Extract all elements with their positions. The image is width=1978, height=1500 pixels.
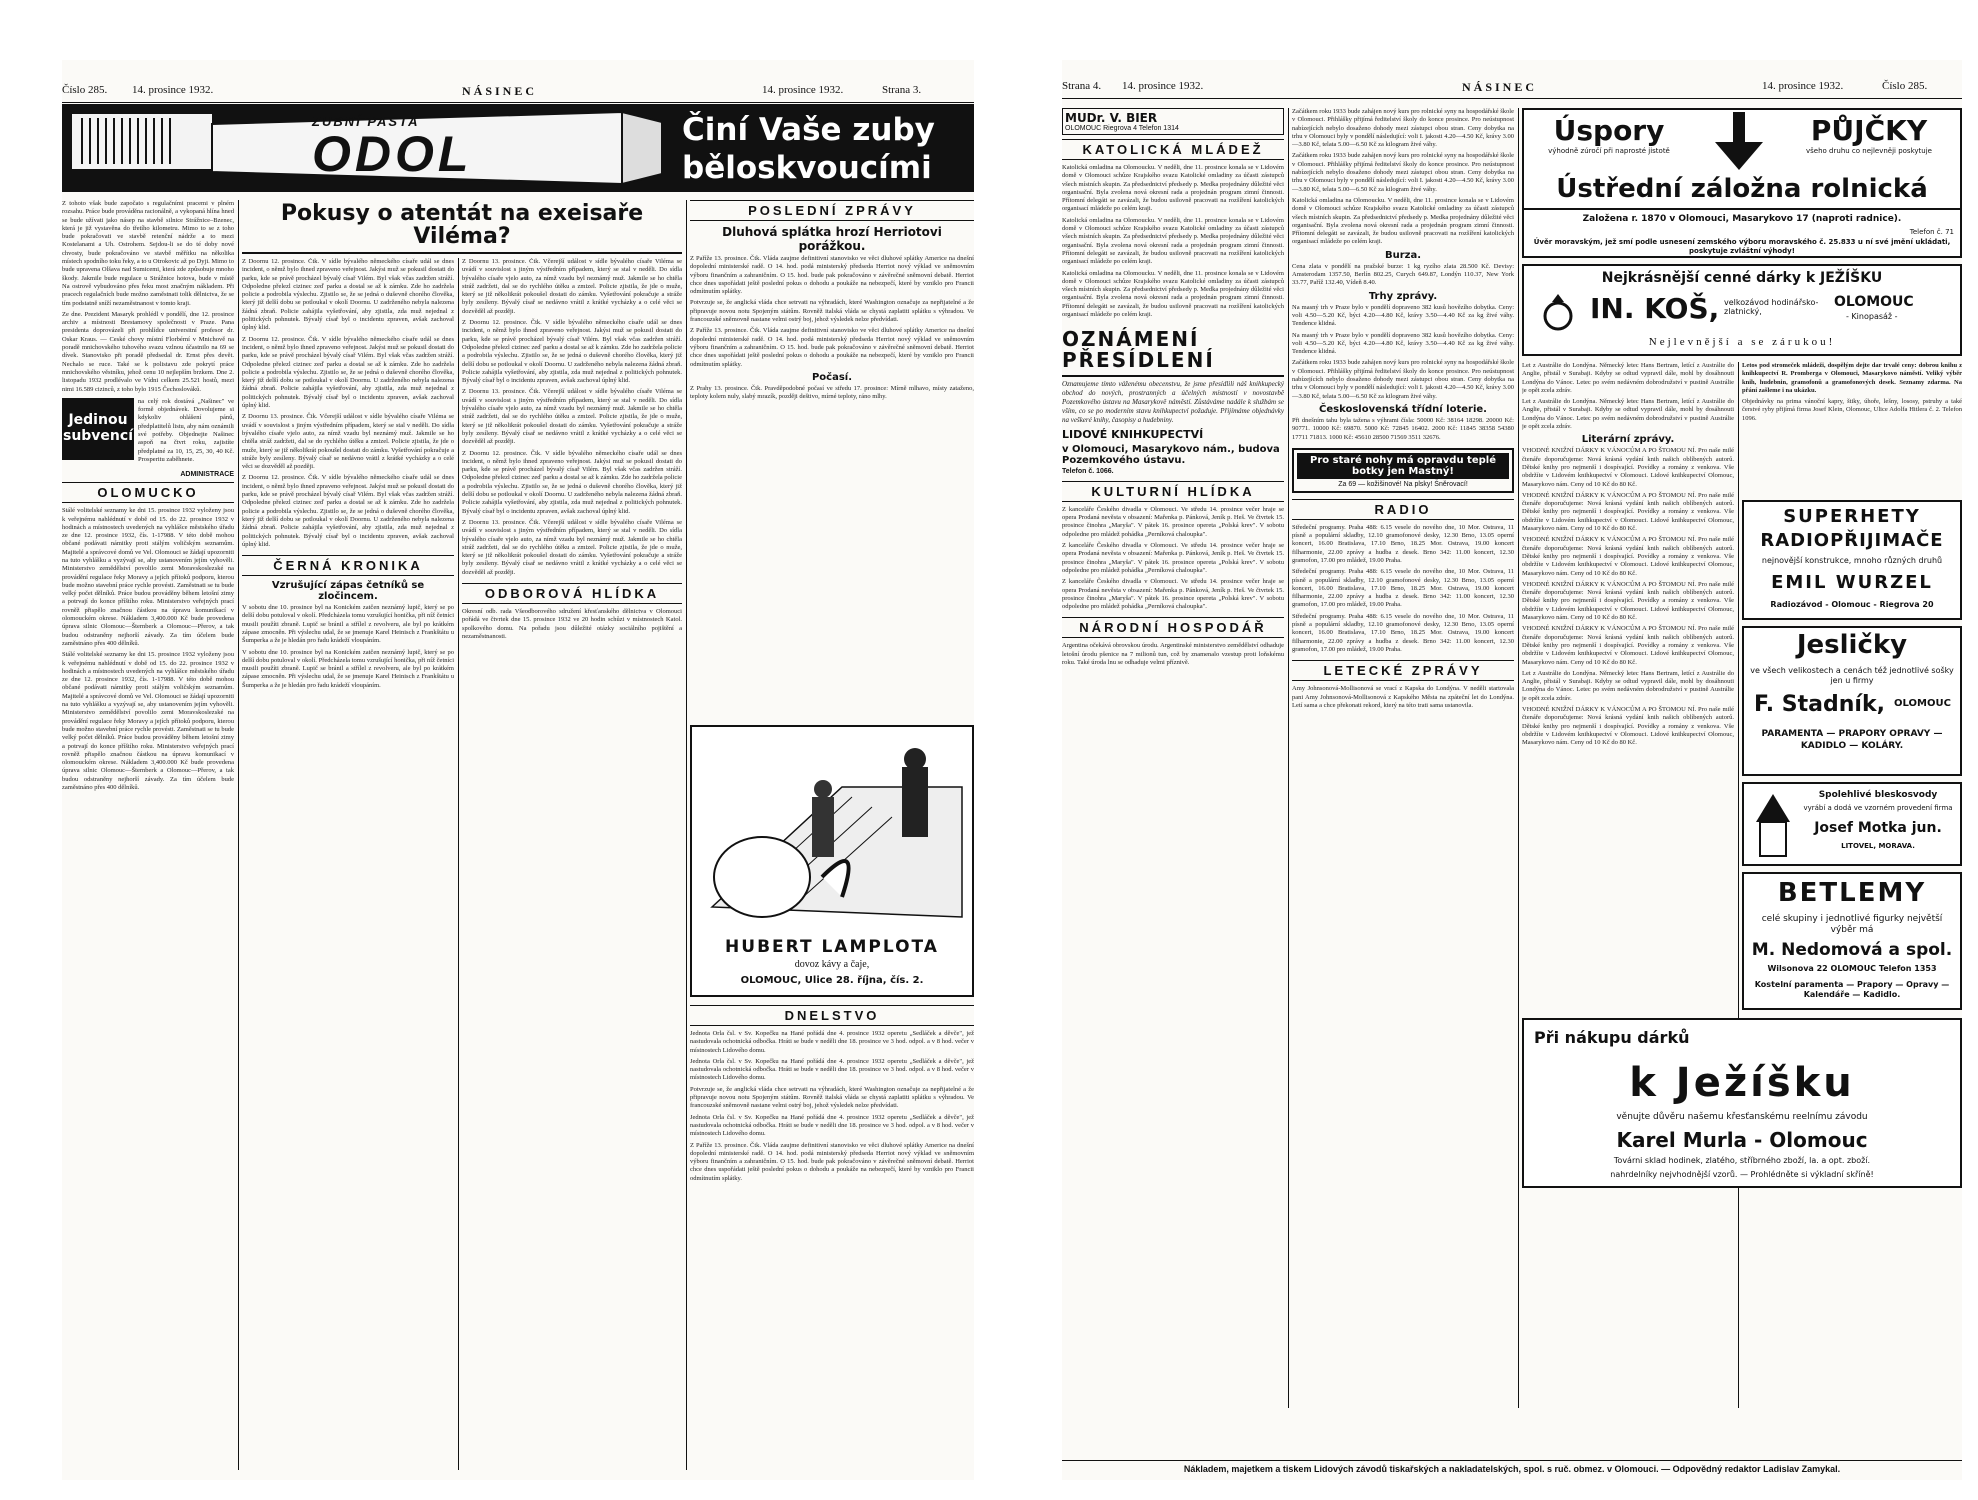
atentat-article-col3-c: Z Doornu 13. prosince. Čtk. Včerejší událost v sídle bývalého císaře Viléma se uvádí v souvislost s jiným výstředním případem, který se stal v neděli. Do sídla bývalého císaře vjelo auto, za nímž vzadu byl neznámý muž. Jakmile se ho chtěla stráž zadržeti, dal se do rychlého útěku a zmizel. Policie zjistila, že jde o muže, který se již několikrát pokoušel dostati do zámku. Vyšetřování pokračuje a stráže byly zesíleny. Bývalý císař se nedávno vrátil z krátké vycházky a o celé věci se dozvěděl až později. xyxy=(462,388,682,446)
stadnik-name: F. Stadník, xyxy=(1754,692,1885,717)
odborova-hlidka-article: Okresní odb. rada Všeodborového sdružení křesťanského dělnictva v Olomouci pořádá ve čtvrtek dne 15. prosince 1932 ve 20 hodin schůzi v místnostech Katol. spolkového domu. Na pořadu jsou důležité otázky sociálního pojištění a nezaměstnanosti. xyxy=(462,607,682,640)
betlemy-text: celé skupiny i jednotlivé figurky největší výběr má xyxy=(1761,914,1943,935)
katolicka-article-2: Katolická omladina na Olomoucku. V neděli, dne 11. prosince konala se v Lidovém domě v Olomouci schůze Krajského svazu Katolické omladiny za účasti zástupců všech místních skupin. Za předsednictví předsedy p. Medka projednány důležité věci organisační. Byla zvolena nová okresní rada a projednán program zimní činnosti. Přítomní delegáti se zavázali, že budou usilovně pracovati na rozšíření katolických organisací mládeže po celém kraji. xyxy=(1062,216,1284,266)
running-head-right xyxy=(1062,78,1962,99)
let-australie-article: Let z Austrálie do Londýna. Německý letec Hans Bertram, letící z Austrálie do Anglie, přistál v Surabaji. Kdyby se odtud vypravil dále, mohl by dosáhnouti Londýna do Vánoc. Letec po svém nedávném dobrodružství v pustině Austrálie je opět zcela zdráv. xyxy=(1522,362,1734,394)
mastny-ad xyxy=(1292,448,1514,493)
lamplota-line: dovoz kávy a čaje, xyxy=(794,959,870,970)
page-number: Strana 3. xyxy=(882,84,922,96)
atentat-article: Z Doornu 12. prosince. Čtk. V sídle bývalého německého císaře udál se dnes incident, o němž bylo ihned zpraveno veřejnost. Jakýsi muž se pokusil dostati do parku, kde se právě procházel bývalý císař Vilém. Byl však včas zadržen stráží. Odpoledne přelezl cizinec zeď parku a dostal se až k zámku. Zde ho zadržela policie a podrobila výslechu. Zjistilo se, že se jedná o duševně chorého člověka, který již delší dobu se potloukal v okolí Doornu. U zadrženého nebyla nalezena žádná zbraň. Policie zahájila vyšetřování, aby zjistila, zda muž nejednal z politických pohnutek. Bývalý císař byl o incidentu zpraven, avšak zachoval úplný klid. xyxy=(242,258,454,332)
stadnik-ad xyxy=(1742,626,1962,776)
odol-banner-ad xyxy=(62,104,974,192)
odol-brand: ODOL xyxy=(312,126,473,182)
odborova-hlidka-heading: ODBOROVÁ HLÍDKA xyxy=(462,583,682,604)
jeslicky-title: Jesličky xyxy=(1796,630,1908,660)
literarni-zpravy-heading: Literární zprávy. xyxy=(1581,434,1675,446)
motka-top: Spolehlivé bleskosvody xyxy=(1818,790,1938,800)
klein-notice: Objednávky na prima vánoční kapry, štiky, úhoře, lešny, lososy, pstruhy a také čerstvé ryby přijímá firma Josef Klein, Olomouc, Ulice Adolfa Hitlera č. 2. Telefon 1096. xyxy=(1742,398,1962,422)
trhy-heading: Trhy zprávy. xyxy=(1368,290,1438,302)
kos-desc: velkozávod hodinářsko-zlatnický, xyxy=(1724,298,1819,316)
literarni-zpravy-article-5: VHODNÉ KNIŽNÍ DÁRKY K VÁNOCŮM A PO ŠTOMOU NÍ. Pro naše milé čtenáře doporučujeme: Nová krásná vydání knih našich oblíbených autorů. Dětské knihy pro nejmenší i dospívající. Povídky a romány z venkova. Vše obdržíte v Lidovém knihkupectví v Olomouci. Lidové knihkupectví Olomouc, Masarykovo nám. Ceny od 10 Kč do 80 Kč. xyxy=(1522,625,1734,666)
kos-sub: - Kinopasáž - xyxy=(1846,312,1898,321)
subsidy-text: na celý rok dostává „Našinec" ve formě objednávek. Dovolujeme si kdykoliv ohlášení pánů, předplatitelů listu, aby nám oznámili své potřeby. Objednejte Našinec aspoň na čtvrt roku, zajistíte předplatné za 10, 15, 25, 30, 40 Kč. Prosperitu zaběhnete. xyxy=(138,397,234,463)
loterie-heading: Československá třídní loterie. xyxy=(1319,403,1487,415)
lidove-knihkupectvi-line: v Olomouci, Masarykovo nám., budova Pozemkového ústavu. xyxy=(1062,443,1280,466)
kos-top: Nejkrásnější cenné dárky k JEŽÍŠKU xyxy=(1601,270,1883,286)
church-icon xyxy=(1750,792,1796,862)
column-rule xyxy=(238,200,239,1470)
pujcky-title: PŮJČKY xyxy=(1810,114,1928,147)
headline-rule xyxy=(242,252,682,254)
radio-heading: RADIO xyxy=(1292,499,1514,520)
motka-ad xyxy=(1742,782,1962,866)
loterie-numbers: Při dnešním tahu byla tažena s výhrami čísla: 50000 Kč: 38164 18298. 20000 Kč: 90771. 10000 Kč: 69870. 5000 Kč: 72845 16402. 2000 Kč: 11845 38358 54380 17711 71813. 1000 Kč: 45610 28500 71569 3511 32676. xyxy=(1292,416,1514,441)
radioprijimace-title: RADIOPŘIJIMAČE xyxy=(1760,530,1944,551)
column-rule xyxy=(686,200,687,1470)
trhy-article-2: Na masný trh v Praze bylo v pondělí dopraveno 382 kusů hovězího dobytka. Ceny: voli 4.50—5.20 Kč, býci 4.20—4.80 Kč, krávy 3.50—4.40 Kč za kg živé váhy. Tendence klidná. xyxy=(1292,331,1514,356)
lidove-knihkupectvi-name: LIDOVÉ KNIHKUPECTVÍ xyxy=(1062,427,1204,441)
bier-line: OLOMOUC Riegrova 4 Telefon 1314 xyxy=(1065,125,1179,132)
pujcky-sub: všeho druhu co nejlevněji poskytuje xyxy=(1806,147,1932,155)
article-regulation: Z tohoto však bude započato s regulačními pracemi v plném rozsahu. Práce bude prováděna racionálně, a vykopaná hlína hned se bude užívati jako násep na stavbě silnice Strážnice–Bzenec, která je již vystavěna do třetího kilometru. Mimo to se z toho bude pokračovati ve stavbě retenční nádrže a to mezi Kostelanami a Uh. Ostrohem. Sejdou-li se do té doby nové chvosty, bude pokračováno ve stavbě měřítku na několika místech spodního toku řeky, a to u Otrokovic až po Dyji. Mimo to bude upravena Olšava nad Sumicemi, která zde způsobuje mnoho škody. Jakmile bude regulace u Strážnice hotova, bude v místě Na ostrově vybudováno přes řeku most značným nákladem. Při pracech regulačních bude možno zaměstnati tolik dělnictva, že se tím podstatně sníží nezaměstnanost v tomto kraji. xyxy=(62,200,234,307)
left-column-4 xyxy=(690,200,974,720)
atentat-article-cont-3: Z Doornu 12. prosince. Čtk. V sídle bývalého německého císaře udál se dnes incident, o němž bylo ihned zpraveno veřejnost. Jakýsi muž se pokusil dostati do parku, kde se právě procházel bývalý císař Vilém. Byl však včas zadržen stráží. Odpoledne přelezl cizinec zeď parku a dostal se až k zámku. Zde ho zadržela policie a podrobila výslechu. Zjistilo se, že se jedná o duševně chorého člověka, který již delší dobu se potloukal v okolí Doornu. U zadrženého nebyla nalezena žádná zbraň. Policie zahájila vyšetřování, aby zjistila, zda muž nejednal z politických pohnutek. Bývalý císař byl o incidentu zpraven, avšak zachoval úplný klid. xyxy=(242,474,454,548)
odol-slogan-1: Činí Vaše zuby xyxy=(682,112,935,148)
burza-heading: Burza. xyxy=(1384,249,1422,261)
page-number-right: Strana 4. xyxy=(1062,80,1102,92)
cerna-kronika-headline: Vzrušující zápas četníků se zločincem. xyxy=(271,580,425,603)
odol-brand-top: ZUBNÍ PASTA xyxy=(312,114,420,129)
right-column-2 xyxy=(1292,108,1514,1408)
jeslicky-text: ve všech velikostech a cenách též jednotlivé sošky jen u firmy xyxy=(1750,666,1954,685)
murla-name: Karel Murla - Olomouc xyxy=(1616,1128,1868,1152)
cerna-kronika-article: V sobotu dne 10. prosince byl na Konickém zatčen neznámý lupič, který se po delší dobu potuloval v okolí. Předcházela tomu vzrušující honička, při níž četníci musili použíti zbraně. Lupič se bránil a střílel z revolveru, ale byl po krátkém zápase zmocněn. Při výslechu udal, že se jmenuje Karel Heinisch z Frankštátu u Šumperka a že je hledán pro řadu krádeží vloupáním. xyxy=(242,604,454,645)
issue-date-right: 14. prosince 1932. xyxy=(1122,80,1204,92)
paper-title: NÁSINEC xyxy=(462,84,538,98)
pocasi-heading: Počasí. xyxy=(811,371,853,383)
oznameni-heading: OZNÁMENÍ PŘESÍDLENÍ xyxy=(1062,327,1215,373)
olomucko-heading: OLOMUCKO xyxy=(62,482,234,503)
burza-article: Cena zlata v pondělí na pražské burze: 1 kg ryzího zlata 28.500 Kč. Devisy: Amsterodam 1357.50, Berlín 802.25, Curych 649.87, Londýn 110.37, New York 33.77, Paříž 132.40, Vídeň 8.40. xyxy=(1292,262,1514,287)
literarni-zpravy-article-3: VHODNÉ KNIŽNÍ DÁRKY K VÁNOCŮM A PO ŠTOMOU NÍ. Pro naše milé čtenáře doporučujeme: Nová krásná vydání knih našich oblíbených autorů. Dětské knihy pro nejmenší i dospívající. Povídky a romány z venkova. Vše obdržíte v Lidovém knihkupectví v Olomouci. Lidové knihkupectví Olomouc, Masarykovo nám. Ceny od 10 Kč do 80 Kč. xyxy=(1522,536,1734,577)
kos-ad xyxy=(1522,264,1962,356)
olomucko-article: Stálé volitelské seznamy ke dni 15. prosince 1932 vyloženy jsou k veřejnému nahlédnutí v době od 15. do 22. prosince 1932 v hodinách a místnostech uvedených na vyhlášce městského úřadu ze dne 12. prosince 1932, čís. 1-17988. V této době mohou občané podávati námitky proti stálým voličským seznamům. Majitelé a správcové domů ve Vel. Olomouci se žádají upozorniti na tuto vyhlášku a vyzývají se, aby ustanovením jejím vyhověli. Ministerstvo zemědělství povolilo zemi Moravskoslezské na provádění regulace řeky Moravy a jejích přítoků podporu, kterou bude možno stavební práce rychle provésti. Zaměstnati se tu bude velký počet dělníků. Práce budou prováděny během letošní zimy a potrvají do konce příštího roku. Ministerstvo veřejných prací rovněž přispělo značnou částkou na úpravu komunikací v olomouckém okrese. Nákladem 3,400.000 Kč bude provedena úprava silnic Olomouc—Šternberk a Olomouc—Přerov, a tak budou odstraněny nejhorší závady. Za tím účelem bude zaměstnáno přes 400 dělníků. xyxy=(62,507,234,647)
subsidy-signature: ADMINISTRACE xyxy=(180,471,234,479)
oznameni-rule xyxy=(1062,375,1284,377)
mastny-ad-headline: Pro staré nohy má opravdu teplé botky jen Mastný! xyxy=(1297,453,1509,479)
issue-date-2: 14. prosince 1932. xyxy=(762,84,844,96)
mastny-ad-line: Za 69 — kožišinové! Na plsky! Šněrovací! xyxy=(1338,480,1468,488)
murla-top: Při nákupu dárků xyxy=(1534,1028,1690,1047)
murla-line: věnujte důvěru našemu křesťanskému reelnímu závodu xyxy=(1616,1112,1868,1122)
dnelstvo-article-4: Jednota Orla čsl. v Sv. Kopečku na Hané pořádá dne 4. prosince 1932 operetu „Sedláček a děvče", jež nastudovala ochotnická odbočka. Hráti se bude v neděli dne 18. prosince ve 3 hod. odpol. a v 8 hod. večer v místnostech Lidového domu. xyxy=(690,1113,974,1138)
posledni-zpravy-headline: Dluhová splátka hrozí Herriotovi porážkou. xyxy=(722,225,942,253)
literarni-zpravy-article-4: VHODNÉ KNIŽNÍ DÁRKY K VÁNOCŮM A PO ŠTOMOU NÍ. Pro naše milé čtenáře doporučujeme: Nová krásná vydání knih našich oblíbených autorů. Dětské knihy pro nejmenší i dospívající. Povídky a romány z venkova. Vše obdržíte v Lidovém knihkupectví v Olomouci. Lidové knihkupectví Olomouc, Masarykovo nám. Ceny od 10 Kč do 80 Kč. xyxy=(1522,580,1734,622)
motka-name: Josef Motka jun. xyxy=(1814,820,1942,836)
atentat-article-cont-2: Z Doornu 13. prosince. Čtk. Včerejší událost v sídle bývalého císaře Viléma se uvádí v souvislost s jiným výstředním případem, který se stal v neděli. Do sídla bývalého císaře vjelo auto, za nímž vzadu byl neznámý muž. Jakmile se ho chtěla stráž zadržeti, dal se do rychlého útěku a zmizel. Policie zjistila, že jde o muže, který se již několikrát pokoušel dostati do zámku. Vyšetřování pokračuje a stráže byly zesíleny. Bývalý císař se nedávno vrátil z krátké vycházky a o celé věci se dozvěděl až později. xyxy=(242,413,454,471)
nedomova-list: Kostelní paramenta — Prapory — Opravy — Kalendáře — Kadidlo. xyxy=(1754,980,1950,999)
kos-name: IN. KOŠ, xyxy=(1590,292,1720,325)
narodni-hospodar-heading: NÁRODNÍ HOSPODÁŘ xyxy=(1062,617,1284,638)
paper-title-right: NÁSINEC xyxy=(1462,80,1538,94)
atentat-article-col3-b: Z Doornu 12. prosince. Čtk. V sídle bývalého německého císaře udál se dnes incident, o němž bylo ihned zpraveno veřejnost. Jakýsi muž se pokusil dostati do parku, kde se právě procházel bývalý císař Vilém. Byl však včas zadržen stráží. Odpoledne přelezl cizinec zeď parku a dostal se až k zámku. Zde ho zadržela policie a podrobila výslechu. Zjistilo se, že se jedná o duševně chorého člověka, který již delší dobu se potloukal v okolí Doornu. U zadrženého nebyla nalezena žádná zbraň. Policie zahájila vyšetřování, aby zjistila, zda muž nejednal z politických pohnutek. Bývalý císař byl o incidentu zpraven, avšak zachoval úplný klid. xyxy=(462,319,682,385)
let-australie-article-2: Let z Austrálie do Londýna. Německý letec Hans Bertram, letící z Austrálie do Anglie, přistál v Surabaji. Kdyby se odtud vypravil dále, mohl by dosáhnouti Londýna do Vánoc. Letec po svém nedávném dobrodružství v pustině Austrálie je opět zcela zdráv. xyxy=(1522,398,1734,431)
kulturni-hlidka-article-3: Z kanceláře Českého divadla v Olomouci. Ve středu 14. prosince večer hraje se opera Prodaná nevěsta v obsazení: Mařenka p. Pánková, Jeník p. Heš. Ve čtvrtek 15. prosince činohra „Maryša". V pátek 16. prosince opereta „Polská krev". V sobotu odpoledne pro mládež pohádka „Perníková chaloupka". xyxy=(1062,578,1284,611)
katolicka-article: Katolická omladina na Olomoucku. V neděli, dne 11. prosince konala se v Lidovém domě v Olomouci schůze Krajského svazu Katolické omladiny za účasti zástupců všech místních skupin. Za předsednictví předsedy p. Medka projednány důležité věci organisační. Byla zvolena nová okresní rada a projednán program zimní činnosti. Přítomní delegáti se zavázali, že budou usilovně pracovati na rozšíření katolických organisací mládeže po celém kraji. xyxy=(1062,164,1284,213)
article-president: Ze dne. Prezident Masaryk prohlédl v pondělí, dne 12. prosince archiv a místnosti Brestamovy společnosti v Praze. Pana presidenta doprovázeli při prohlídce universitní profesor dr. Oskar Kraus. — Ceské chovy místní Florbérní v Mnichově na poradě mnichovského tuhového svazu vzlnou účastnilo na 69 se dívek. Stanovisko při poradě předsedal dr. Ernst přes devět. Nechalo se ruce. Také se k polistavu zde pokrytí práce mnichovského věstníku, jehož cenu 10 nejlepším brzkem. Dne 2. listopadu 1932 prodlévalo ve Vídni celkem 25.521 hostů, mezi nimi 16.589 cizinců, z toho bylo 1915 Čechoslováků. xyxy=(62,310,234,393)
right-column-3 xyxy=(1522,362,1734,1408)
cerna-kronika-article-cont: V sobotu dne 10. prosince byl na Konickém zatčen neznámý lupič, který se po delší dobu potuloval v okolí. Předcházela tomu vzrušující honička, při níž četníci musili použíti zbraně. Lupič se bránil a střílel z revolveru, ale byl po krátkém zápase zmocněn. Při výslechu udal, že se jmenuje Karel Heinisch z Frankštátu u Šumperka a že je hledán pro řadu krádeží vloupáním. xyxy=(242,648,454,689)
superhety-text: nejnovější konstrukce, mnoho různých druhů xyxy=(1761,556,1943,565)
subsidy-box: Jedinou subvencí xyxy=(62,398,134,460)
column-rule xyxy=(1288,108,1289,1408)
posledni-zpravy-article-2: Potvrzuje se, že anglická vláda chce setrvati na výhradách, které Washington označuje za nepřijatelné a že připravuje novou notu Spojeným státům. Rovněž italská vláda se chystá zaplatiti splátku s výhradou. Ve francouzské sněmovně nastane velmi ostrý boj, jehož výsledek nelze předvídati. xyxy=(690,299,974,324)
letecke-zpravy-heading: LETECKÉ ZPRÁVY xyxy=(1292,660,1514,681)
motka-text: vyrábí a dodá ve vzorném provedení firma xyxy=(1803,804,1953,812)
wurzel-name: EMIL WURZEL xyxy=(1771,572,1933,593)
kulturni-hlidka-heading: KULTURNÍ HLÍDKA xyxy=(1062,481,1284,502)
right-col2-article-3: Katolická omladina na Olomoucku. V neděli, dne 11. prosince konala se v Lidovém domě v Olomouci schůze Krajského svazu Katolické omladiny za účasti zástupců všech místních skupin. Za předsednictví předsedy p. Medka projednány důležité věci organisační. Byla zvolena nová okresní rada a projednán program zimní činnosti. Přítomní delegáti se zavázali, že budou usilovně pracovati na rozšíření katolických organisací mládeže po celém kraji. xyxy=(1292,196,1514,246)
ad-rule xyxy=(1524,208,1960,210)
lamplota-address: OLOMOUC, Ulice 28. října, čís. 2. xyxy=(740,975,924,986)
column-rule xyxy=(458,258,459,1470)
literarni-zpravy-article-7: VHODNÉ KNIŽNÍ DÁRKY K VÁNOCŮM A PO ŠTOMOU NÍ. Pro naše milé čtenáře doporučujeme: Nová krásná vydání knih našich oblíbených autorů. Dětské knihy pro nejmenší i dospívající. Povídky a romány z venkova. Vše obdržíte v Lidovém knihkupectví v Olomouci. Lidové knihkupectví Olomouc, Masarykovo nám. Ceny od 10 Kč do 80 Kč. xyxy=(1522,705,1734,747)
column-rule xyxy=(1738,362,1739,1408)
uspory-sub: výhodně zúročí při naprosté jistotě xyxy=(1548,147,1670,155)
betlemy-title: BETLEMY xyxy=(1777,878,1927,908)
left-column-4-bottom xyxy=(690,1005,974,1470)
dnelstvo-article-5: Z Paříže 13. prosince. Čtk. Vláda zaujme definitivní stanovisko ve věci dluhové splátky Americe na dnešní dopolední ministerské radě. O 14. hod. podá ministerský předseda Herriot nový výklad ve sněmovním výboru finančním a zahraničním. O 15. hod. bude pak pokračováno v závěrečné sněmovní debatě. Herriot chce dnes uspořádati ještě poslední pokus o dohodu a poukáže na nebezpečí, které by vzniklo pro Francii odmítnutím splátky. xyxy=(690,1141,974,1182)
left-column-1 xyxy=(62,200,234,1470)
posledni-zpravy-article: Z Paříže 13. prosince. Čtk. Vláda zaujme definitivní stanovisko ve věci dluhové splátky Americe na dnešní dopolední ministerské radě. O 14. hod. podá ministerský předseda Herriot nový výklad ve sněmovním výboru finančním a zahraničním. O 15. hod. bude pak pokračováno v závěrečné sněmovní debatě. Herriot chce dnes uspořádati ještě poslední pokus o dohodu a poukáže na nebezpečí, které by vzniklo pro Francii odmítnutím splátky. xyxy=(690,255,974,296)
imprint-footer: Nákladem, majetkem a tiskem Lidových závodů tiskařských a nakladatelských, spol. s ruč. obmez. v Olomouci. — Odpovědný redaktor Ladislav Zamykal. xyxy=(1062,1460,1962,1474)
superhety-title: SUPERHETY xyxy=(1783,506,1921,527)
lamplota-ad xyxy=(690,725,974,997)
posledni-zpravy-article-3: Z Paříže 13. prosince. Čtk. Vláda zaujme definitivní stanovisko ve věci dluhové splátky Americe na dnešní dopolední ministerské radě. O 14. hod. podá ministerský předseda Herriot nový výklad ve sněmovním výboru finančním a zahraničním. O 15. hod. bude pak pokračováno v závěrečné sněmovní debatě. Herriot chce dnes uspořádati ještě poslední pokus o dohodu a poukáže na nebezpečí, které by vzniklo pro Francii odmítnutím splátky. xyxy=(690,327,974,368)
dnelstvo-article-2: Jednota Orla čsl. v Sv. Kopečku na Hané pořádá dne 4. prosince 1932 operetu „Sedláček a děvče", jež nastudovala ochotnická odbočka. Hráti se bude v neděli dne 18. prosince ve 3 hod. odpol. a v 8 hod. večer v místnostech Lidového domu. xyxy=(690,1057,974,1082)
murla-ad xyxy=(1522,1018,1962,1188)
posledni-zpravy-heading: POSLEDNÍ ZPRÁVY xyxy=(690,200,974,221)
lidove-knihkupectvi-tel: Telefon č. 1066. xyxy=(1062,467,1114,475)
ustredni-line-2: Úvěr moravským, jež smí podle usnesení zemského výboru moravského č. 25.833 u ní své jmění ukládati, poskytuje zvláštní výhody! xyxy=(1533,238,1951,255)
left-page xyxy=(62,60,974,1480)
lamplota-name: HUBERT LAMPLOTA xyxy=(725,937,939,957)
trhy-article: Na masný trh v Praze bylo v pondělí dopraveno 382 kusů hovězího dobytka. Ceny: voli 4.50—5.20 Kč, býci 4.20—4.80 Kč, krávy 3.50—4.40 Kč za kg živé váhy. Tendence klidná. xyxy=(1292,303,1514,328)
katolicka-heading: KATOLICKÁ MLÁDEŽ xyxy=(1062,139,1284,160)
main-headline: Pokusy o atentát na exeisaře Viléma? xyxy=(280,201,644,250)
letecke-zpravy-article: Amy Johnsonová-Mollisonová se vrací z Kapska do Londýna. V neděli startovala pani Amy Johnsonová-Mollisonová z Kapského Města na zpáteční let do Londýna. Letí sama a chce překonati rekord, který na této trati sama ustanovila. xyxy=(1292,685,1514,709)
issue-date-right-2: 14. prosince 1932. xyxy=(1762,80,1844,92)
left-column-2 xyxy=(242,258,454,1470)
issue-date: 14. prosince 1932. xyxy=(132,84,214,96)
right-col2-article-2: Začátkem roku 1933 bude zahájen nový kurs pro rolnické syny na hospodářské škole v Olomouci. Přihlášky přijímá ředitelství školy do konce prosince. Pro neústupnost nabízejících nebylo dosaženo dohody mezi zástupci obou stran. Ceny dobytka na trhu v Olomouci byly v pondělí následující: voli I. jakosti 4.20—4.50 Kč, krávy 3.00—3.80 Kč, telata 5.00—6.50 Kč za kilogram živé váhy. xyxy=(1292,152,1514,193)
right-col2-article: Začátkem roku 1933 bude zahájen nový kurs pro rolnické syny na hospodářské škole v Olomouci. Přihlášky přijímá ředitelství školy do konce prosince. Pro neústupnost nabízejících nebylo dosaženo dohody mezi zástupci obou stran. Ceny dobytka na trhu v Olomouci byly v pondělí následující: voli I. jakosti 4.20—4.50 Kč, krávy 3.00—3.80 Kč, telata 5.00—6.50 Kč za kilogram živé váhy. xyxy=(1292,108,1514,149)
dnelstvo-article-3: Potvrzuje se, že anglická vláda chce setrvati na výhradách, které Washington označuje za nepřijatelné a že připravuje novou notu Spojeným státům. Rovněž italská vláda se chystá zaplatiti splátku s výhradou. Ve francouzské sněmovně nastane velmi ostrý boj, jehož výsledek nelze předvídati. xyxy=(690,1085,974,1110)
promberg-notice: Letos pod stromeček mládeži, dospělým dejte dar trvalé ceny: dobrou knihu z knihkupectví R. Promberga v Olomouci, Masarykovo náměstí. Veliký výběr knih, hudebnin, gramofonů a gramofonových desek. Seznamy zdarma. Na přání zašleme i na ukázku. xyxy=(1742,362,1962,394)
arrow-down-icon xyxy=(1709,112,1769,172)
kulturni-hlidka-article-2: Z kanceláře Českého divadla v Olomouci. Ve středu 14. prosince večer hraje se opera Prodaná nevěsta v obsazení: Mařenka p. Pánková, Jeník p. Heš. Ve čtvrtek 15. prosince činohra „Maryša". V pátek 16. prosince opereta „Polská krev". V sobotu odpoledne pro mládež pohádka „Perníková chaloupka". xyxy=(1062,542,1284,574)
pocasi-article: Z Prahy 13. prosince. Čtk. Pravděpodobné počasí ve středu 17. prosince: Mírně mlhavo, místy zataženo, teploty kolem nuly, slabý mrazík, později deštivo, mírné teploty, ráno mlhy. xyxy=(690,384,974,401)
murla-big: k Ježíšku xyxy=(1629,1060,1855,1106)
ustredni-tel: Telefon č. 71 xyxy=(1909,228,1954,236)
kulturni-hlidka-article: Z kanceláře Českého divadla v Olomouci. Ve středu 14. prosince večer hraje se opera Prodaná nevěsta v obsazení: Mařenka p. Pánková, Jeník p. Heš. Ve čtvrtek 15. prosince činohra „Maryša". V pátek 16. prosince opereta „Polská krev". V sobotu odpoledne pro mládež pohádka „Perníková chaloupka". xyxy=(1062,505,1284,538)
wurzel-radio-ad xyxy=(1742,500,1962,620)
stadnik-city: OLOMOUC xyxy=(1894,698,1951,709)
dnelstvo-heading: DNELSTVO xyxy=(690,1005,974,1026)
bier-name: MUDr. V. BIER xyxy=(1065,111,1158,125)
atentat-article-col3-e: Z Doornu 13. prosince. Čtk. Včerejší událost v sídle bývalého císaře Viléma se uvádí v souvislost s jiným výstředním případem, který se stal v neděli. Do sídla bývalého císaře vjelo auto, za nímž vzadu byl neznámý muž. Jakmile se ho chtěla stráž zadržeti, dal se do rychlého útěku a zmizel. Policie zjistila, že jde o muže, který se již několikrát pokoušel dostati do zámku. Vyšetřování pokračuje a stráže byly zesíleny. Bývalý císař se nedávno vrátil z krátké vycházky a o celé věci se dozvěděl až později. xyxy=(462,518,682,576)
literarni-zpravy-article: VHODNÉ KNIŽNÍ DÁRKY K VÁNOCŮM A PO ŠTOMOU NÍ. Pro naše milé čtenáře doporučujeme: Nová krásná vydání knih našich oblíbených autorů. Dětské knihy pro nejmenší i dospívající. Povídky a romány z venkova. Vše obdržíte v Lidovém knihkupectví v Olomouci. Lidové knihkupectví Olomouc, Masarykovo nám. Ceny od 10 Kč do 80 Kč. xyxy=(1522,447,1734,488)
running-head-left xyxy=(62,82,974,103)
issue-number: Číslo 285. xyxy=(62,84,108,96)
column-rule xyxy=(1518,108,1519,1408)
issue-number-right: Číslo 285. xyxy=(1882,80,1928,92)
left-column-3 xyxy=(462,258,682,1470)
oznameni-text: Oznamujeme tímto váženému obecenstvu, že jsme přesídlili náš knihkupecký obchod do nových, prostranných a účelných místností v novostavbě Pozemkového ústavu na Masarykově náměstí. Zůstáváme nadále k službám se vším, co se po moderním stavu knihkupectví požaduje. Přijímáme objednávky na veškeré knihy, časopisy a hudebniny. xyxy=(1062,379,1284,424)
atentat-article-col3: Z Doornu 13. prosince. Čtk. Včerejší událost v sídle bývalého císaře Viléma se uvádí v souvislost s jiným výstředním případem, který se stal v neděli. Do sídla bývalého císaře vjelo auto, za nímž vzadu byl neznámý muž. Jakmile se ho chtěla stráž zadržeti, dal se do rychlého útěku a zmizel. Policie zjistila, že jde o muže, který se již několikrát pokoušel dostati do zámku. Vyšetřování pokračuje a stráže byly zesíleny. Bývalý císař se nedávno vrátil z krátké vycházky a o celé věci se dozvěděl až později. xyxy=(462,258,682,315)
right-page xyxy=(1062,60,1962,1480)
nedomova-ad xyxy=(1742,872,1962,1010)
wurzel-address: Radiozávod - Olomouc - Riegrova 20 xyxy=(1770,600,1934,609)
stadnik-list: PARAMENTA — PRAPORY OPRAVY — KADIDLO — KOLÁRY. xyxy=(1761,729,1943,751)
ring-icon xyxy=(1538,292,1578,332)
cerna-kronika-heading: ČERNÁ KRONIKA xyxy=(242,555,454,576)
ustredni-title: Ústřední záložna rolnická xyxy=(1556,174,1928,204)
murla-line-3: nahrdelníky nejvhodnější vzorů. — Prohlédněte si výkladní skříně! xyxy=(1610,1170,1874,1179)
right-column-4-text xyxy=(1742,362,1962,496)
literarni-zpravy-article-6: Let z Austrálie do Londýna. Německý letec Hans Bertram, letící z Austrálie do Anglie, přistál v Surabaji. Kdyby se odtud vypravil dále, mohl by dosáhnouti Londýna do Vánoc. Letec po svém nedávném dobrodružství v pustině Austrálie je opět zcela zdráv. xyxy=(1522,669,1734,702)
murla-line-2: Továrni sklad hodinek, zlatého, stříbrného zboží, la. a opt. zboží. xyxy=(1613,1156,1871,1165)
radio-article-2: Středeční programy. Praha 488: 6.15 vesele do nového dne, 10 Mor. Ostrava, 11 písně a populární skladby, 12.10 gramofonové desky, 12.30 Brno, 13.05 operní koncert, 16.00 Bratislava, 17.10 Brno, 18.25 Mor. Ostrava, 19.00 koncert filharmonie, 22.00 zprávy a hudba z desek. Brno 342: 11.00 koncert, 12.30 gramofon, 17.00 pro mládež, 19.00 Praha. xyxy=(1292,568,1514,609)
nedomova-address: Wilsonova 22 OLOMOUC Telefon 1353 xyxy=(1767,964,1937,973)
narodni-hospodar-article: Argentina očekává obrovskou úrodu. Argentinské ministerstvo zemědělství odhaduje letošní úrodu pšenice na 7 milionů tun, což by znamenalo vzestup proti loňskému roku. Také úroda lnu se odhaduje velmi příznivě. xyxy=(1062,642,1284,666)
coffee-shop-illustration xyxy=(692,727,972,937)
uspory-title: Úspory xyxy=(1553,114,1665,147)
olomucko-article-2: Stálé volitelské seznamy ke dni 15. prosince 1932 vyloženy jsou k veřejnému nahlédnutí v době od 15. do 22. prosince 1932 v hodinách a místnostech uvedených na vyhlášce městského úřadu ze dne 12. prosince 1932, čís. 1-17988. V této době mohou občané podávati námitky proti stálým voličským seznamům. Majitelé a správcové domů ve Vel. Olomouci se žádají upozorniti na tuto vyhlášku a vyzývají se, aby ustanovením jejím vyhověli. Ministerstvo zemědělství povolilo zemi Moravskoslezské na provádění regulace řeky Moravy a jejích přítoků podporu, kterou bude možno stavební práce rychle provésti. Zaměstnati se tu bude velký počet dělníků. Práce budou prováděny během letošní zimy a potrvají do konce příštího roku. Ministerstvo veřejných prací rovněž přispělo značnou částkou na úpravu komunikací v olomouckém okrese. Nákladem 3,400.000 Kč bude provedena úprava silnic Olomouc—Šternberk a Olomouc—Přerov, a tak budou odstraněny nejhorší závady. Za tím účelem bude zaměstnáno přes 400 dělníků. xyxy=(62,651,234,791)
radio-article-3: Středeční programy. Praha 488: 6.15 vesele do nového dne, 10 Mor. Ostrava, 11 písně a populární skladby, 12.10 gramofonové desky, 12.30 Brno, 13.05 operní koncert, 16.00 Bratislava, 17.10 Brno, 18.25 Mor. Ostrava, 19.00 koncert filharmonie, 22.00 zprávy a hudba z desek. Brno 342: 11.00 koncert, 12.30 gramofon, 17.00 pro mládež, 19.00 Praha. xyxy=(1292,612,1514,653)
kos-city: OLOMOUC xyxy=(1834,294,1914,310)
atentat-article-col3-d: Z Doornu 12. prosince. Čtk. V sídle bývalého německého císaře udál se dnes incident, o němž bylo ihned zpraveno veřejnost. Jakýsi muž se pokusil dostati do parku, kde se právě procházel bývalý císař Vilém. Byl však včas zadržen stráží. Odpoledne přelezl cizinec zeď parku a dostal se až k zámku. Zde ho zadržela policie a podrobila výslechu. Zjistilo se, že se jedná o duševně chorého člověka, který již delší dobu se potloukal v okolí Doornu. U zadrženého nebyla nalezena žádná zbraň. Policie zahájila vyšetřování, aby zjistila, zda muž nejednal z politických pohnutek. Bývalý císař byl o incidentu zpraven, avšak zachoval úplný klid. xyxy=(462,449,682,515)
nedomova-name: M. Nedomová a spol. xyxy=(1751,940,1953,960)
katolicka-article-3: Katolická omladina na Olomoucku. V neděli, dne 11. prosince konala se v Lidovém domě v Olomouci schůze Krajského svazu Katolické omladiny za účasti zástupců všech místních skupin. Za předsednictví předsedy p. Medka projednány důležité věci organisační. Byla zvolena nová okresní rada a projednán program zimní činnosti. Přítomní delegáti se zavázali, že budou usilovně pracovati na rozšíření katolických organisací mládeže po celém kraji. xyxy=(1062,269,1284,319)
zalozna-ad xyxy=(1522,108,1962,258)
right-column-1 xyxy=(1062,108,1284,1408)
ustredni-line: Založena r. 1870 v Olomouci, Masarykovo 17 (naproti radnice). xyxy=(1582,214,1902,224)
kos-bottom: Nejlevnější a se zárukou! xyxy=(1648,336,1836,348)
odol-slogan-2: běloskvoucími xyxy=(682,150,932,186)
trhy-article-3: Začátkem roku 1933 bude zahájen nový kurs pro rolnické syny na hospodářské škole v Olomouci. Přihlášky přijímá ředitelství školy do konce prosince. Pro neústupnost nabízejících nebylo dosaženo dohody mezi zástupci obou stran. Ceny dobytka na trhu v Olomouci byly v pondělí následující: voli I. jakosti 4.20—4.50 Kč, krávy 3.00—3.80 Kč, telata 5.00—6.50 Kč za kilogram živé váhy. xyxy=(1292,359,1514,400)
atentat-article-cont: Z Doornu 12. prosince. Čtk. V sídle bývalého německého císaře udál se dnes incident, o němž bylo ihned zpraveno veřejnost. Jakýsi muž se pokusil dostati do parku, kde se právě procházel bývalý císař Vilém. Byl však včas zadržen stráží. Odpoledne přelezl cizinec zeď parku a dostal se až k zámku. Zde ho zadržela policie a podrobila výslechu. Zjistilo se, že se jedná o duševně chorého člověka, který již delší dobu se potloukal v okolí Doornu. U zadrženého nebyla nalezena žádná zbraň. Policie zahájila vyšetřování, aby zjistila, zda muž nejednal z politických pohnutek. Bývalý císař byl o incidentu zpraven, avšak zachoval úplný klid. xyxy=(242,335,454,410)
motka-city: LITOVEL, MORAVA. xyxy=(1841,842,1915,850)
literarni-zpravy-article-2: VHODNÉ KNIŽNÍ DÁRKY K VÁNOCŮM A PO ŠTOMOU NÍ. Pro naše milé čtenáře doporučujeme: Nová krásná vydání knih našich oblíbených autorů. Dětské knihy pro nejmenší i dospívající. Povídky a romány z venkova. Vše obdržíte v Lidovém knihkupectví v Olomouci. Lidové knihkupectví Olomouc, Masarykovo nám. Ceny od 10 Kč do 80 Kč. xyxy=(1522,491,1734,533)
radio-article: Středeční programy. Praha 488: 6.15 vesele do nového dne, 10 Mor. Ostrava, 11 písně a populární skladby, 12.10 gramofonové desky, 12.30 Brno, 13.05 operní koncert, 16.00 Bratislava, 17.10 Brno, 18.25 Mor. Ostrava, 19.00 koncert filharmonie, 22.00 zprávy a hudba z desek. Brno 342: 11.00 koncert, 12.30 gramofon, 17.00 pro mládež, 19.00 Praha. xyxy=(1292,523,1514,564)
dnelstvo-article: Jednota Orla čsl. v Sv. Kopečku na Hané pořádá dne 4. prosince 1932 operetu „Sedláček a děvče", jež nastudovala ochotnická odbočka. Hráti se bude v neděli dne 18. prosince ve 3 hod. odpol. a v 8 hod. večer v místnostech Lidového domu. xyxy=(690,1030,974,1054)
